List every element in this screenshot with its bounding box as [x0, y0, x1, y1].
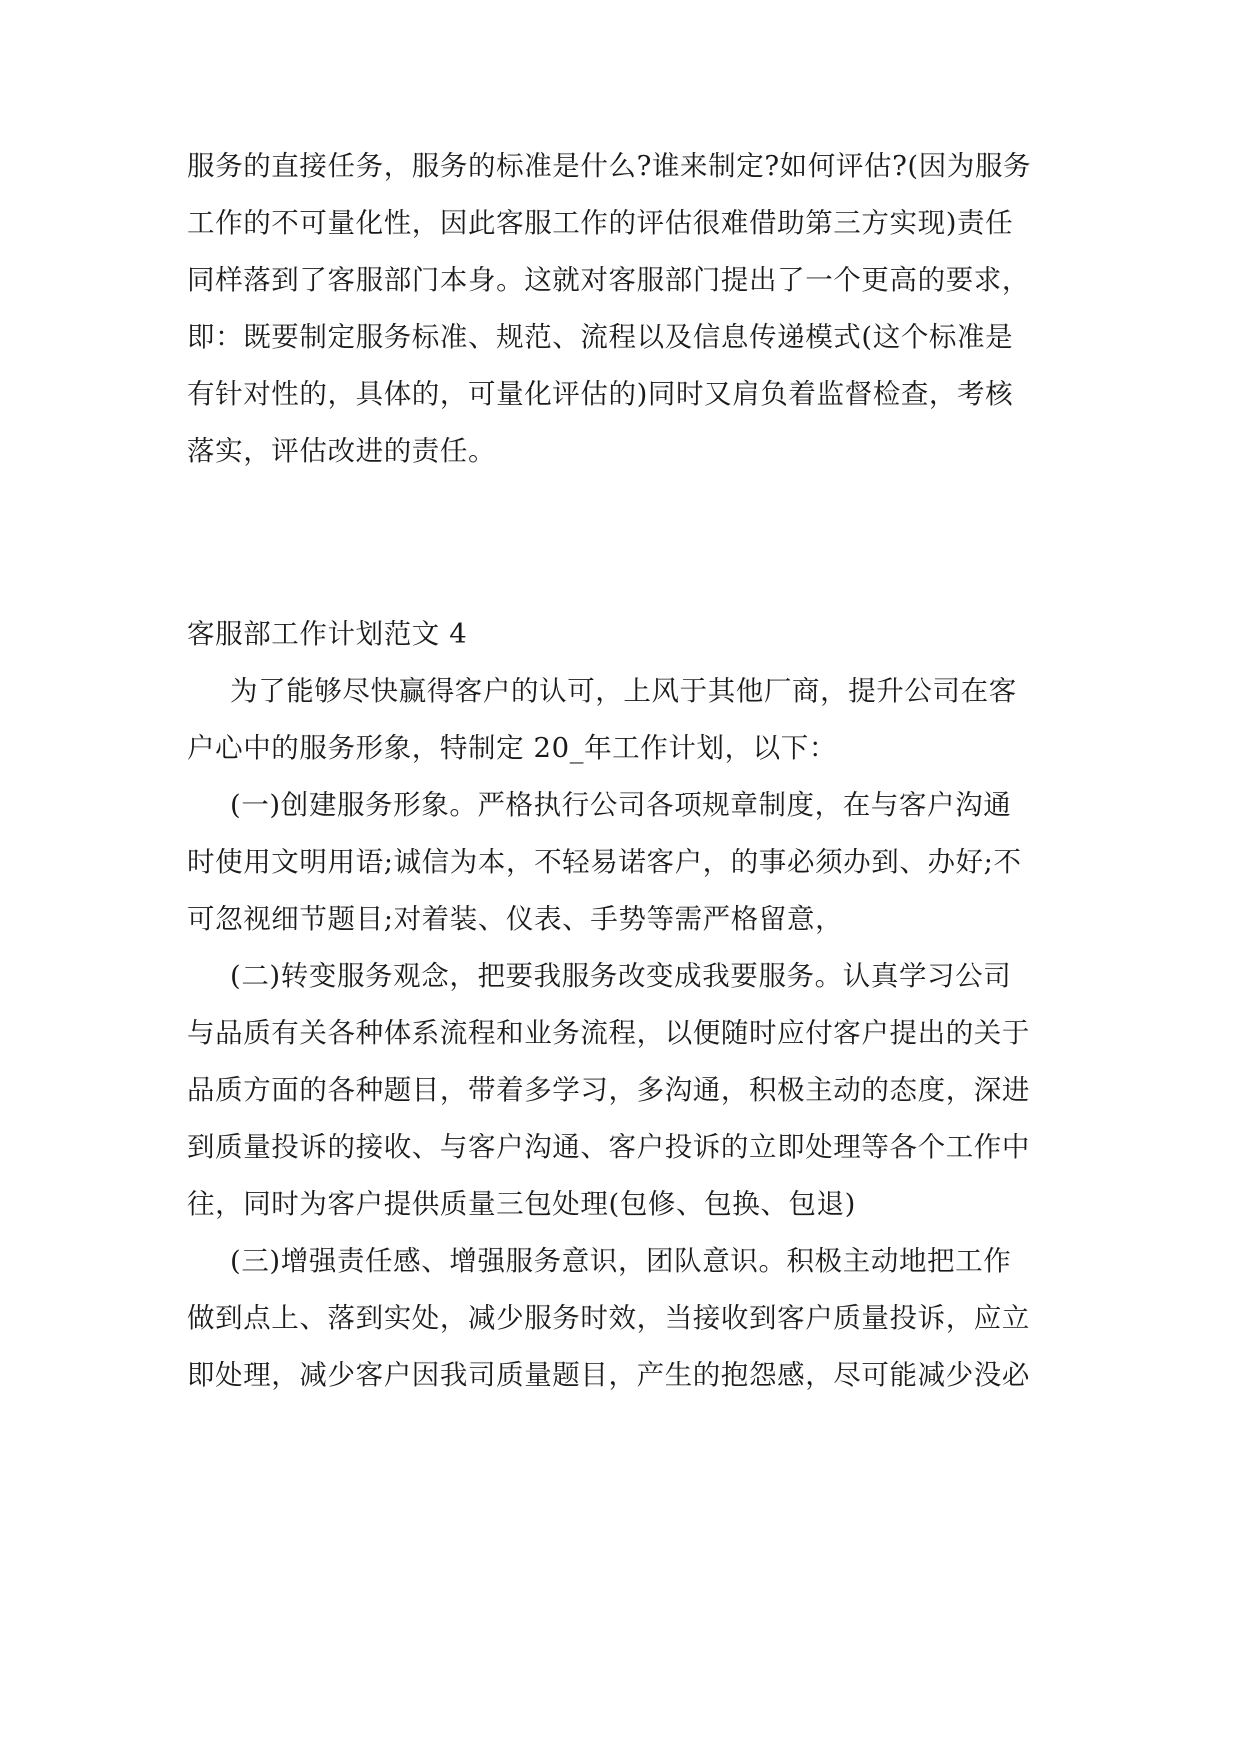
paragraph-line: 品质方面的各种题目，带着多学习，多沟通，积极主动的态度，深进 — [187, 1074, 1030, 1106]
paragraph-line: 可忽视细节题目;对着装、仪表、手势等需严格留意， — [187, 903, 844, 935]
paragraph-line: 落实，评估改进的责任。 — [187, 435, 497, 467]
paragraph-line: 有针对性的，具体的，可量化评估的)同时又肩负着监督检查，考核 — [187, 378, 1014, 410]
paragraph-line: 时使用文明用语;诚信为本，不轻易诺客户，的事必须办到、办好;不 — [187, 846, 1022, 878]
paragraph-line: (三)增强责任感、增强服务意识，团队意识。积极主动地把工作 — [230, 1245, 1012, 1277]
paragraph-line: 即：既要制定服务标准、规范、流程以及信息传递模式(这个标准是 — [187, 321, 1014, 353]
paragraph-line: 往，同时为客户提供质量三包处理(包修、包换、包退) — [187, 1188, 856, 1220]
paragraph-line: 即处理，减少客户因我司质量题目，产生的抱怨感，尽可能减少没必 — [187, 1359, 1030, 1391]
paragraph-line: 到质量投诉的接收、与客户沟通、客户投诉的立即处理等各个工作中 — [187, 1131, 1030, 1163]
paragraph-line: (一)创建服务形象。严格执行公司各项规章制度，在与客户沟通 — [230, 789, 1012, 821]
section-heading: 客服部工作计划范文 4 — [187, 618, 468, 650]
paragraph-line: 与品质有关各种体系流程和业务流程，以便随时应付客户提出的关于 — [187, 1017, 1030, 1049]
paragraph-line: 做到点上、落到实处，减少服务时效，当接收到客户质量投诉，应立 — [187, 1302, 1030, 1334]
paragraph-line: 服务的直接任务，服务的标准是什么?谁来制定?如何评估?(因为服务 — [187, 150, 1032, 182]
paragraph-line: 同样落到了客服部门本身。这就对客服部门提出了一个更高的要求， — [187, 264, 1030, 296]
paragraph-line: 为了能够尽快赢得客户的认可，上风于其他厂商，提升公司在客 — [230, 675, 1017, 707]
paragraph-line: 户心中的服务形象，特制定 20_年工作计划，以下： — [187, 732, 837, 764]
paragraph-line: 工作的不可量化性，因此客服工作的评估很难借助第三方实现)责任 — [187, 207, 1014, 239]
paragraph-line: (二)转变服务观念，把要我服务改变成我要服务。认真学习公司 — [230, 960, 1012, 992]
